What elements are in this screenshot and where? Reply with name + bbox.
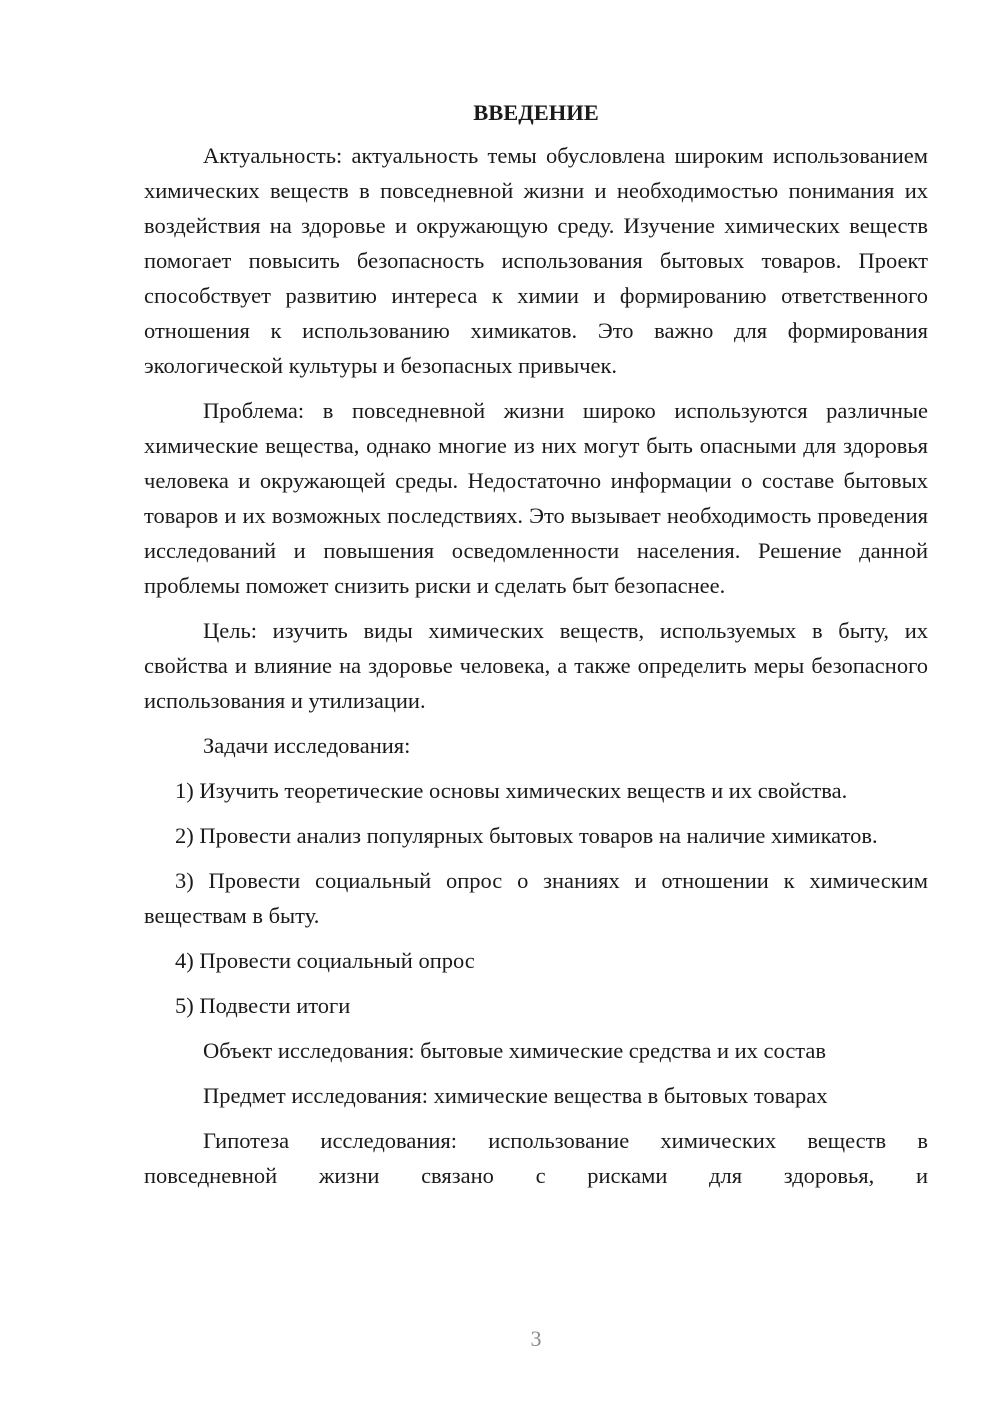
- research-hypothesis: Гипотеза исследования: использование химических веществ в повседневной жизни связано с рисками для здоровья, и: [144, 1128, 928, 1188]
- research-subject: Предмет исследования: химические вещества в бытовых товарах: [203, 1083, 828, 1108]
- page-number: 3: [530, 1326, 542, 1351]
- task-item-1: 1) Изучить теоретические основы химических веществ и их свойства.: [175, 778, 848, 803]
- page-body: [144, 95, 928, 1203]
- task-item-4: 4) Провести социальный опрос: [175, 948, 475, 973]
- task-item-3: 3) Провести социальный опрос о знаниях и отношении к химическим веществам в быту.: [144, 868, 928, 928]
- research-object: Объект исследования: бытовые химические средства и их состав: [203, 1038, 827, 1063]
- relevance-paragraph: Актуальность: актуальность темы обусловлена широким использованием химических веществ в повседневной жизни и необходимостью понимания их воздействия на здоровье и окружающую среду. Изучение химических веществ помогает повысить безопасность использования бытовых товаров. Проект способствует развитию интереса к химии и формированию ответственного отношения к использованию химикатов. Это важно для формирования экологической культуры и безопасных привычек.: [144, 143, 928, 378]
- section-heading: ВВЕДЕНИЕ: [473, 100, 599, 125]
- task-item-5: 5) Подвести итоги: [175, 993, 351, 1018]
- task-item-2: 2) Провести анализ популярных бытовых товаров на наличие химикатов.: [175, 823, 878, 848]
- goal-paragraph: Цель: изучить виды химических веществ, используемых в быту, их свойства и влияние на здоровье человека, а также определить меры безопасного использования и утилизации.: [144, 618, 928, 713]
- tasks-title: Задачи исследования:: [203, 733, 411, 758]
- problem-paragraph: Проблема: в повседневной жизни широко используются различные химические вещества, однако многие из них могут быть опасными для здоровья человека и окружающей среды. Недостаточно информации о составе бытовых товаров и их возможных последствиях. Это вызывает необходимость проведения исследований и повышения осведомленности населения. Решение данной проблемы поможет снизить риски и сделать быт безопаснее.: [144, 398, 928, 598]
